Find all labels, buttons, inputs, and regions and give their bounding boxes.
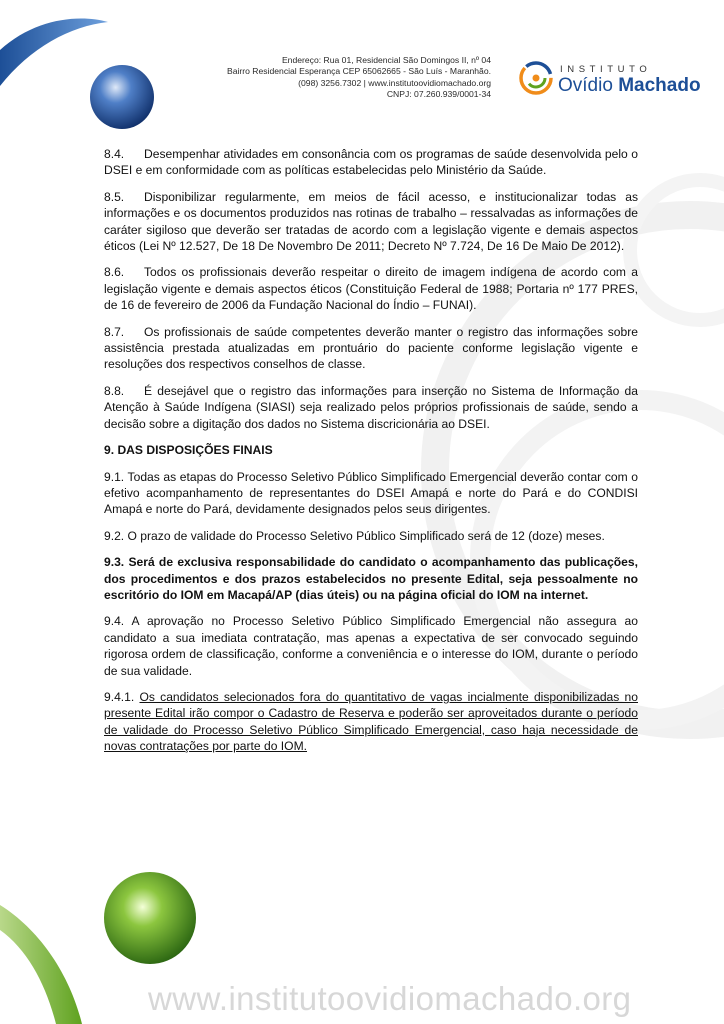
- clause-9-3: 9.3. Será de exclusiva responsabilidade do candidato o acompanhamento das publicações, dos procedimentos e dos prazos estabelecidos no presente Edital, seja pessoalmente no escritório do IOM em Macapá/AP (dias úteis) ou na página oficial do IOM na internet.: [104, 555, 638, 602]
- clause-8-4: [104, 146, 638, 179]
- green-sphere: [104, 872, 196, 964]
- clause-text: Os profissionais de saúde competentes deverão manter o registro das informações sobre assistência prestada atualizadas em prontuário do paciente conforme legislação vigente e resoluções dos respectivos conselhos de classe.: [104, 324, 638, 372]
- clause-number: 9.4.1.: [104, 689, 135, 704]
- clause-text: Todos os profissionais deverão respeitar o direito de imagem indígena de acordo com a legislação vigente e demais aspectos éticos (Constituição Federal de 1988; Portaria nº 177 PRES, de 16 de fevereiro de 2006 da Fundação Nacional do Índio – FUNAI).: [104, 265, 638, 313]
- clause-text: Os candidatos selecionados fora do quantitativo de vagas incialmente disponibilizadas no presente Edital irão compor o Cadastro de Reserva e poderão ser aproveitados durante o período de validade do Processo Seletivo Público Simplificado Emergencial, caso haja necessidade de novas contratações por parte do IOM.: [104, 689, 638, 754]
- clause-text: Desempenhar atividades em consonância com os programas de saúde desenvolvida pelo o DSEI e em conformidade com as políticas estabelecidas pelo Ministério da Saúde.: [104, 147, 638, 178]
- blue-swoosh: [0, 18, 108, 86]
- clause-9-4: 9.4. A aprovação no Processo Seletivo Público Simplificado Emergencial não assegura ao candidato a sua imediata contratação, mas apenas a expectativa de ser convocado seguindo rigorosa ordem de classificação, conforme a conveniência e o interesse do IOM, durante o período de sua validade.: [104, 614, 638, 678]
- clause-9-4-1: [104, 689, 638, 755]
- clause-9-2: 9.2. O prazo de validade do Processo Seletivo Público Simplificado será de 12 (doze) meses.: [104, 528, 605, 543]
- clause-text: É desejável que o registro das informações para inserção no Sistema de Informação da Atenção à Saúde Indígena (SIASI) seja realizado pelos próprios profissionais de saúde, sendo a decisão sobre a digitação dos dados no Sistema discricionária ao DSEI.: [104, 383, 638, 431]
- clause-number: 8.7.: [104, 324, 125, 339]
- blue-sphere: [90, 65, 154, 129]
- logo-name-regular: Ovídio: [558, 75, 613, 96]
- clause-8-7: [104, 324, 638, 373]
- clause-number: 8.4.: [104, 147, 125, 161]
- institute-logo: [516, 58, 701, 102]
- logo-name-bold: Machado: [618, 75, 701, 96]
- section-9-heading: 9. DAS DISPOSIÇÕES FINAIS: [104, 443, 273, 458]
- clause-number: 8.6.: [104, 265, 125, 280]
- header-address: [161, 55, 491, 100]
- document-body: [104, 146, 638, 765]
- clause-text: Disponibilizar regularmente, em meios de fácil acesso, e institucionalizar todas as informações e os documentos produzidos nas rotinas de trabalho – ressalvadas as informações de caráter sigiloso que deverão ser tratadas de acordo com a legislação vigente e demais aspectos éticos (Lei Nº 12.527, De 18 De Novembro De 2011; Decreto Nº 7.724, De 16 De Maio De 2012).: [104, 189, 638, 254]
- logo-tagline: INSTITUTO: [560, 64, 652, 75]
- clause-8-6: [104, 264, 638, 313]
- clause-8-8: [104, 383, 638, 432]
- address-line: Endereço: Rua 01, Residencial São Domingos II, nº 04: [281, 55, 491, 65]
- clause-number: 8.8.: [104, 383, 125, 398]
- clause-8-5: [104, 189, 638, 255]
- footer-website-watermark: www.institutoovidiomachado.org: [148, 980, 632, 1017]
- address-line: CNPJ: 07.260.939/0001-34: [386, 88, 491, 99]
- green-swoosh: [0, 905, 82, 1024]
- clause-number: 8.5.: [104, 189, 125, 204]
- address-line: Bairro Residencial Esperança CEP 65062665 - São Luís - Maranhão.: [226, 66, 491, 77]
- logo-name: [558, 75, 701, 97]
- watermark-ring-3: [630, 180, 724, 320]
- logo-mark-icon: [516, 58, 556, 98]
- clause-9-1: 9.1. Todas as etapas do Processo Seletivo Público Simplificado Emergencial deverão contar com o efetivo acompanhamento de representantes do DSEI Amapá e norte do Pará e do CONDISI Amapá e norte do Pará, devidamente designados pelos seus dirigentes.: [104, 469, 638, 517]
- address-line: (098) 3256.7302 | www.institutoovidiomachado.org: [298, 77, 491, 88]
